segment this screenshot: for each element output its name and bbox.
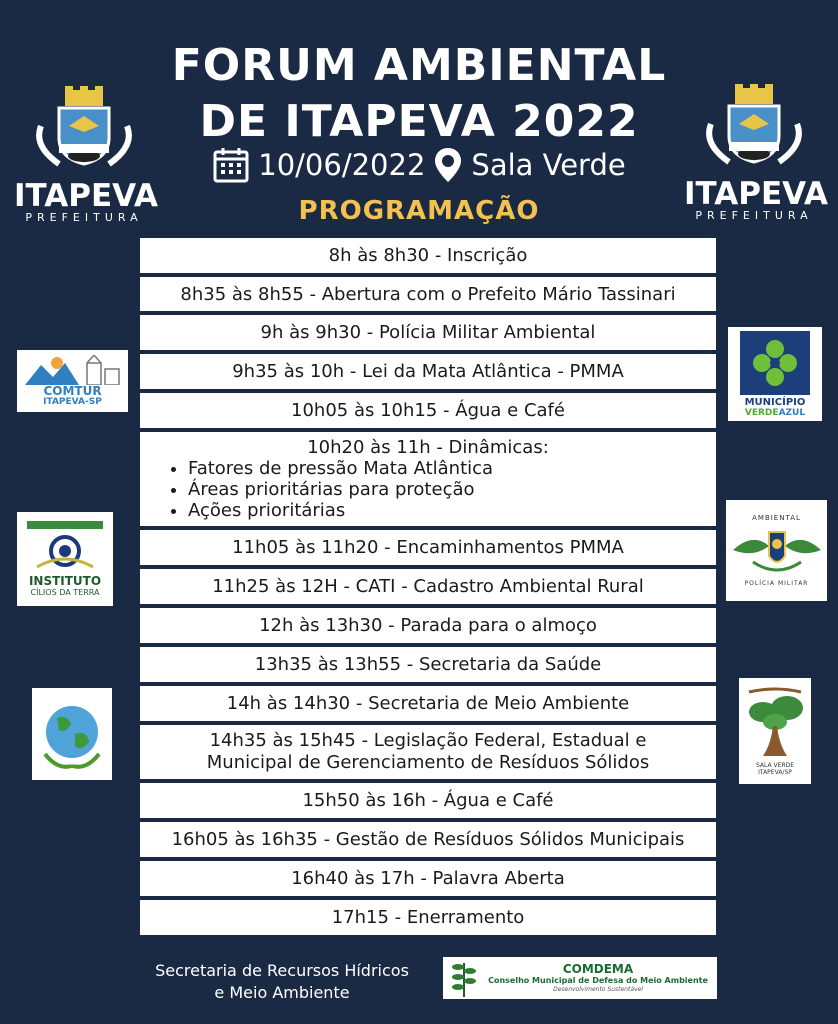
section-title: PROGRAMAÇÃO	[298, 196, 540, 226]
sala-verde-sub: ITAPEVA/SP	[758, 769, 792, 776]
mountain-town-icon	[23, 355, 123, 385]
tree-icon	[743, 686, 807, 762]
title-line-1: FORUM AMBIENTAL	[171, 40, 667, 91]
comdema-logo	[443, 957, 717, 999]
calendar-icon	[212, 146, 250, 184]
sala-verde-name: SALA VERDE	[756, 762, 794, 769]
footer-line-2: e Meio Ambiente	[214, 983, 350, 1002]
comdema-tagline: Desenvolvimento Sustentável	[553, 986, 643, 993]
schedule-row	[140, 725, 716, 779]
schedule-text: 9h35 às 10h - Lei da Mata Atlântica - PMMA	[232, 361, 624, 382]
schedule-row	[140, 277, 716, 311]
logo-name: ITAPEVA	[684, 176, 829, 212]
schedule-text: 15h50 às 16h - Água e Café	[302, 790, 554, 811]
plant-icon	[449, 959, 479, 997]
schedule-text: Municipal de Gerenciamento de Resíduos Sólidos	[206, 752, 650, 773]
comtur-sub: ITAPEVA-SP	[43, 397, 102, 407]
clover-emblem-icon	[740, 331, 810, 395]
schedule-row	[140, 238, 716, 273]
schedule-row	[140, 569, 716, 604]
comdema-subtitle: Conselho Municipal de Defesa do Meio Ambiente	[488, 976, 708, 985]
schedule-text: 9h às 9h30 - Polícia Militar Ambiental	[260, 322, 596, 343]
city-crest-icon	[29, 86, 139, 176]
policia-ambiental-logo	[726, 500, 827, 601]
schedule-text: 8h às 8h30 - Inscrição	[328, 245, 528, 266]
schedule-text: 10h20 às 11h - Dinâmicas:	[307, 437, 549, 458]
list-item: • Áreas prioritárias para proteção	[188, 479, 716, 500]
schedule-row	[140, 354, 716, 389]
schedule-text: 16h40 às 17h - Palavra Aberta	[291, 868, 565, 889]
logo-sub: PREFEITURA	[25, 211, 143, 224]
location-pin-icon	[433, 146, 463, 184]
itapeva-logo-left	[14, 86, 159, 224]
policia-top-text: AMBIENTAL	[752, 514, 801, 522]
schedule-row-dinamicas	[140, 432, 716, 526]
list-item: • Fatores de pressão Mata Atlântica	[188, 458, 716, 479]
planet-logo	[32, 688, 112, 780]
instituto-name: INSTITUTO	[28, 573, 102, 588]
footer-line-1: Secretaria de Recursos Hídricos	[155, 961, 409, 980]
schedule-text: 11h25 às 12H - CATI - Cadastro Ambiental Rural	[212, 576, 644, 597]
comdema-title: COMDEMA	[562, 962, 634, 976]
schedule-text: 14h às 14h30 - Secretaria de Meio Ambiente	[226, 693, 630, 714]
schedule-row	[140, 608, 716, 643]
list-item: • Ações prioritárias	[188, 500, 716, 521]
schedule-row	[140, 783, 716, 818]
schedule-text: 10h05 às 10h15 - Água e Café	[291, 400, 565, 421]
municipio-name: MUNICÍPIO	[744, 396, 806, 408]
municipio-verdeazul-logo	[728, 327, 822, 421]
schedule-list	[140, 238, 716, 939]
instituto-logo	[17, 512, 113, 606]
schedule-text: 13h35 às 13h55 - Secretaria da Saúde	[254, 654, 602, 675]
dinamicas-list	[140, 458, 716, 521]
municipio-verde: VERDE	[744, 407, 779, 418]
schedule-row	[140, 393, 716, 428]
globe-icon	[37, 694, 107, 774]
event-date: 10/06/2022	[258, 148, 426, 182]
schedule-row	[140, 822, 716, 857]
schedule-text: 11h05 às 11h20 - Encaminhamentos PMMA	[232, 537, 624, 558]
itapeva-logo-right	[684, 84, 829, 222]
schedule-text: 17h15 - Enerramento	[331, 907, 525, 928]
schedule-text: 14h35 às 15h45 - Legislação Federal, Estadual e	[209, 730, 647, 751]
schedule-row	[140, 530, 716, 565]
logo-sub: PREFEITURA	[695, 209, 813, 222]
logo-name: ITAPEVA	[14, 178, 159, 214]
sunrise-emblem-icon	[27, 521, 103, 575]
schedule-text: 12h às 13h30 - Parada para o almoço	[259, 615, 597, 636]
sala-verde-logo	[739, 678, 811, 784]
schedule-row	[140, 315, 716, 350]
city-crest-icon	[699, 84, 809, 174]
event-location: Sala Verde	[471, 148, 626, 182]
instituto-sub: CÍLIOS DA TERRA	[30, 587, 100, 597]
schedule-text: 8h35 às 8h55 - Abertura com o Prefeito Mário Tassinari	[180, 283, 676, 305]
schedule-row	[140, 861, 716, 896]
comtur-name: COMTUR	[43, 384, 102, 398]
schedule-row	[140, 900, 716, 935]
policia-bottom-text: POLÍCIA MILITAR	[744, 580, 809, 587]
schedule-row	[140, 647, 716, 682]
schedule-row	[140, 686, 716, 721]
title-line-2: DE ITAPEVA 2022	[199, 96, 639, 147]
footer-secretaria	[132, 960, 432, 1004]
police-wings-icon	[729, 522, 825, 580]
schedule-text: 16h05 às 16h35 - Gestão de Resíduos Sólidos Municipais	[171, 829, 685, 850]
municipio-azul: AZUL	[778, 407, 806, 418]
comtur-logo	[17, 350, 128, 412]
